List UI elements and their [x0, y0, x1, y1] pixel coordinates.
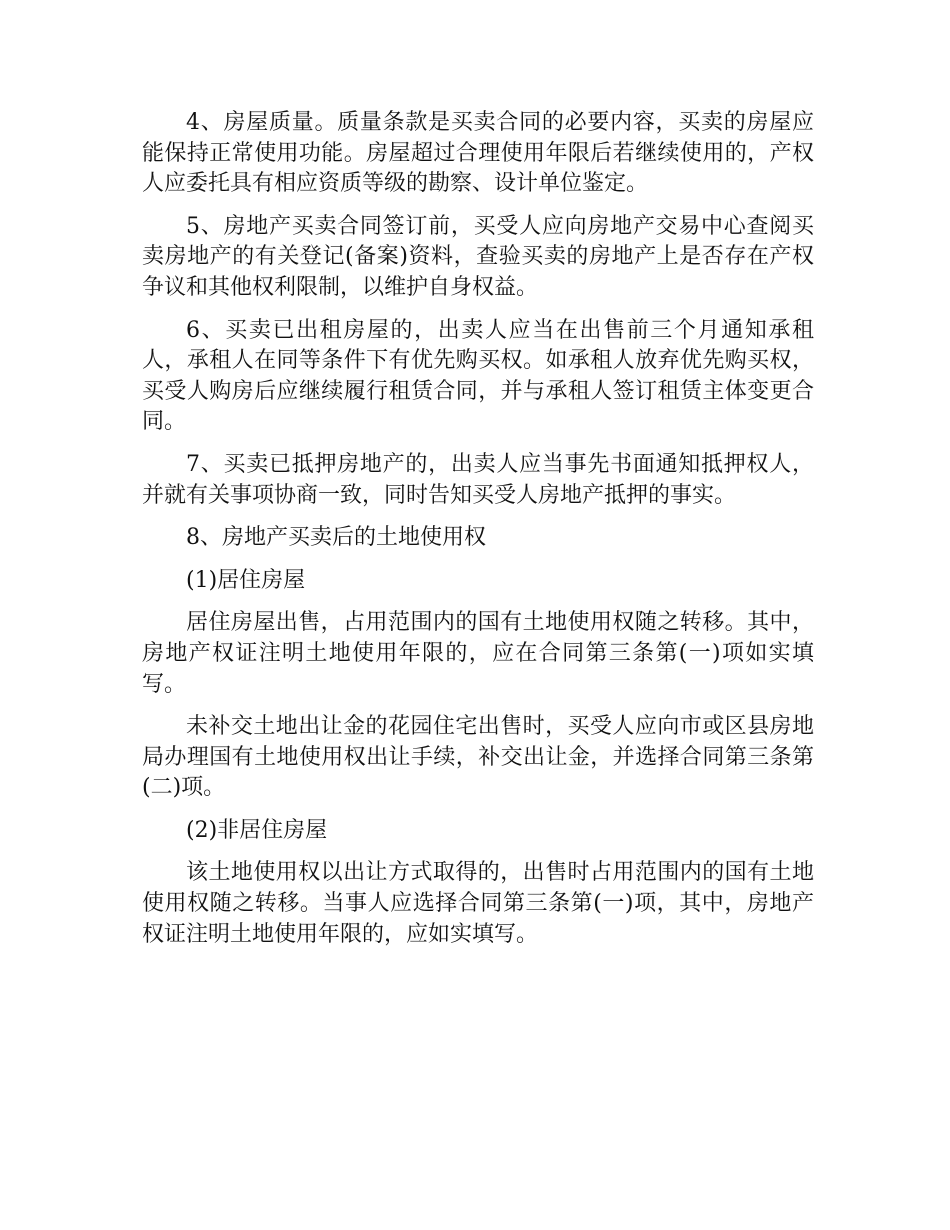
- paragraph-land-use-heading: 8、房地产买卖后的土地使用权: [186, 525, 486, 551]
- paragraph-non-residential-sale: 该土地使用权以出让方式取得的，出售时占用范围内的国有土地使用权随之转移。当事人应选择合同第三条第(一)项，其中，房地产权证注明土地使用年限的，应如实填写。: [142, 860, 814, 947]
- paragraph-house-quality: 4、房屋质量。质量条款是买卖合同的必要内容，买卖的房屋应能保持正常使用功能。房屋超过合理使用年限后若继续使用的，产权人应委托具有相应资质等级的勘察、设计单位鉴定。: [142, 110, 814, 197]
- paragraph-rented-house: 6、买卖已出租房屋的，出卖人应当在出售前三个月通知承租人，承租人在同等条件下有优先购买权。如承租人放弃优先购买权，买受人购房后应继续履行租赁合同，并与承租人签订租赁主体变更合同。: [142, 317, 814, 435]
- paragraph-check-registration: 5、房地产买卖合同签订前，买受人应向房地产交易中心查阅买卖房地产的有关登记(备案)资料，查验买卖的房地产上是否存在产权争议和其他权利限制，以维护自身权益。: [142, 213, 814, 300]
- paragraph-non-residential-heading: (2)非居住房屋: [186, 817, 328, 843]
- paragraph-residential-heading: (1)居住房屋: [186, 567, 306, 593]
- paragraph-residential-sale: 居住房屋出售，占用范围内的国有土地使用权随之转移。其中，房地产权证注明土地使用年限的，应在合同第三条第(一)项如实填写。: [142, 610, 814, 697]
- paragraph-mortgaged-property: 7、买卖已抵押房地产的，出卖人应当事先书面通知抵押权人，并就有关事项协商一致，同时告知买受人房地产抵押的事实。: [142, 451, 814, 508]
- document-page: [142, 108, 814, 962]
- paragraph-garden-house: 未补交土地出让金的花园住宅出售时，买受人应向市或区县房地局办理国有土地使用权出让手续，补交出让金，并选择合同第三条第(二)项。: [142, 714, 814, 801]
